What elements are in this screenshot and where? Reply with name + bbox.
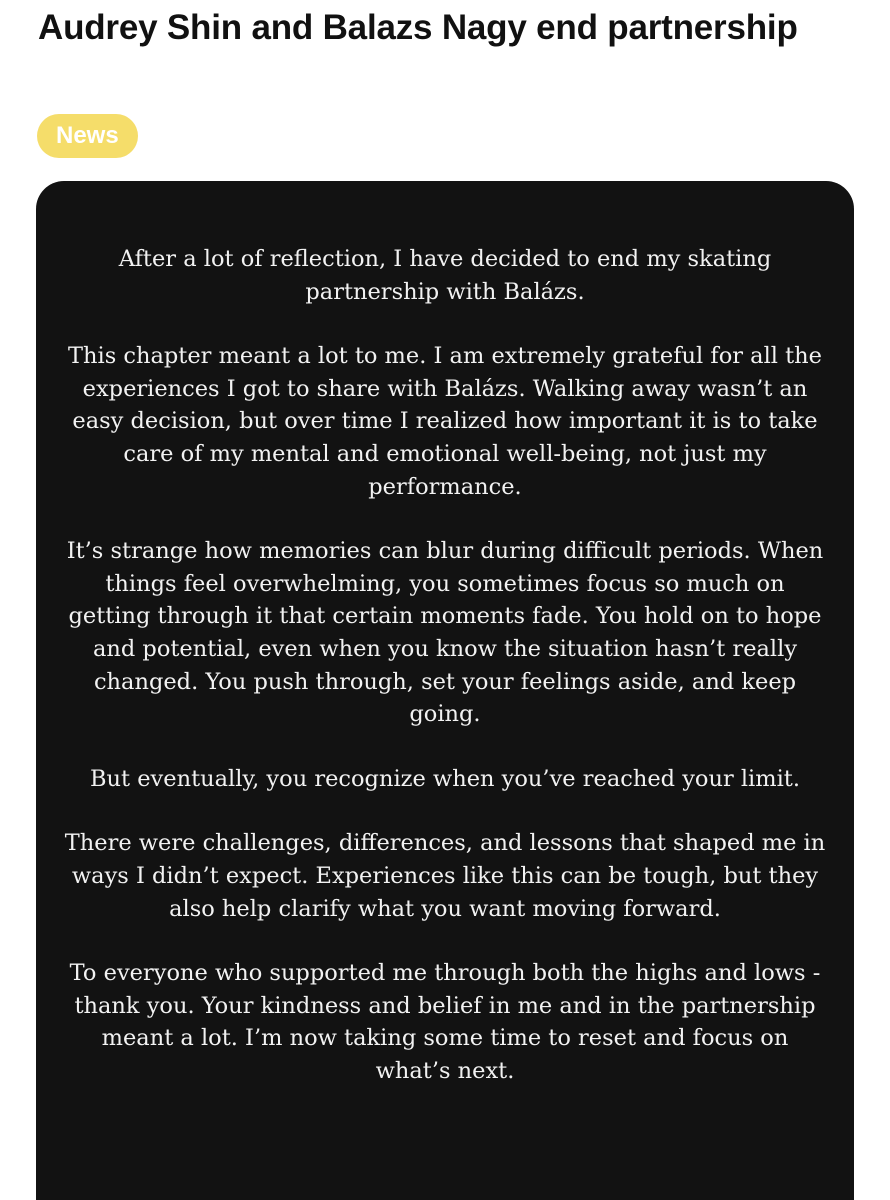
statement-paragraph: To everyone who supported me through both the highs and lows - thank you. Your kindness and belief in me and in the partnership meant a lot. I’m now taking some time to reset and focus on what’s next. [69,960,821,1084]
article-title: Audrey Shin and Balazs Nagy end partnership [38,8,798,47]
statement-image[interactable] [36,181,854,1200]
statement-paragraph: It’s strange how memories can blur during difficult periods. When things feel overwhelming, you sometimes focus so much on getting through it that certain moments fade. You hold on to hope and potential, even when you know the situation hasn’t really changed. You push through, set your feelings aside, and keep going. [66,538,824,728]
news-tag[interactable]: News [37,114,138,158]
statement-paragraph: But eventually, you recognize when you’ve reached your limit. [90,765,800,792]
statement-paragraph: After a lot of reflection, I have decided to end my skating partnership with Balázs. [118,246,772,305]
statement-paragraph: There were challenges, differences, and lessons that shaped me in ways I didn’t expect. Experiences like this can be tough, but they also help clarify what you want moving forward. [64,830,826,922]
statement-paragraph: This chapter meant a lot to me. I am extremely grateful for all the experiences I got to share with Balázs. Walking away wasn’t an easy decision, but over time I realized how important it is to take care of my mental and emotional well-being, not just my performance. [68,343,822,500]
statement-text [64,243,826,1087]
